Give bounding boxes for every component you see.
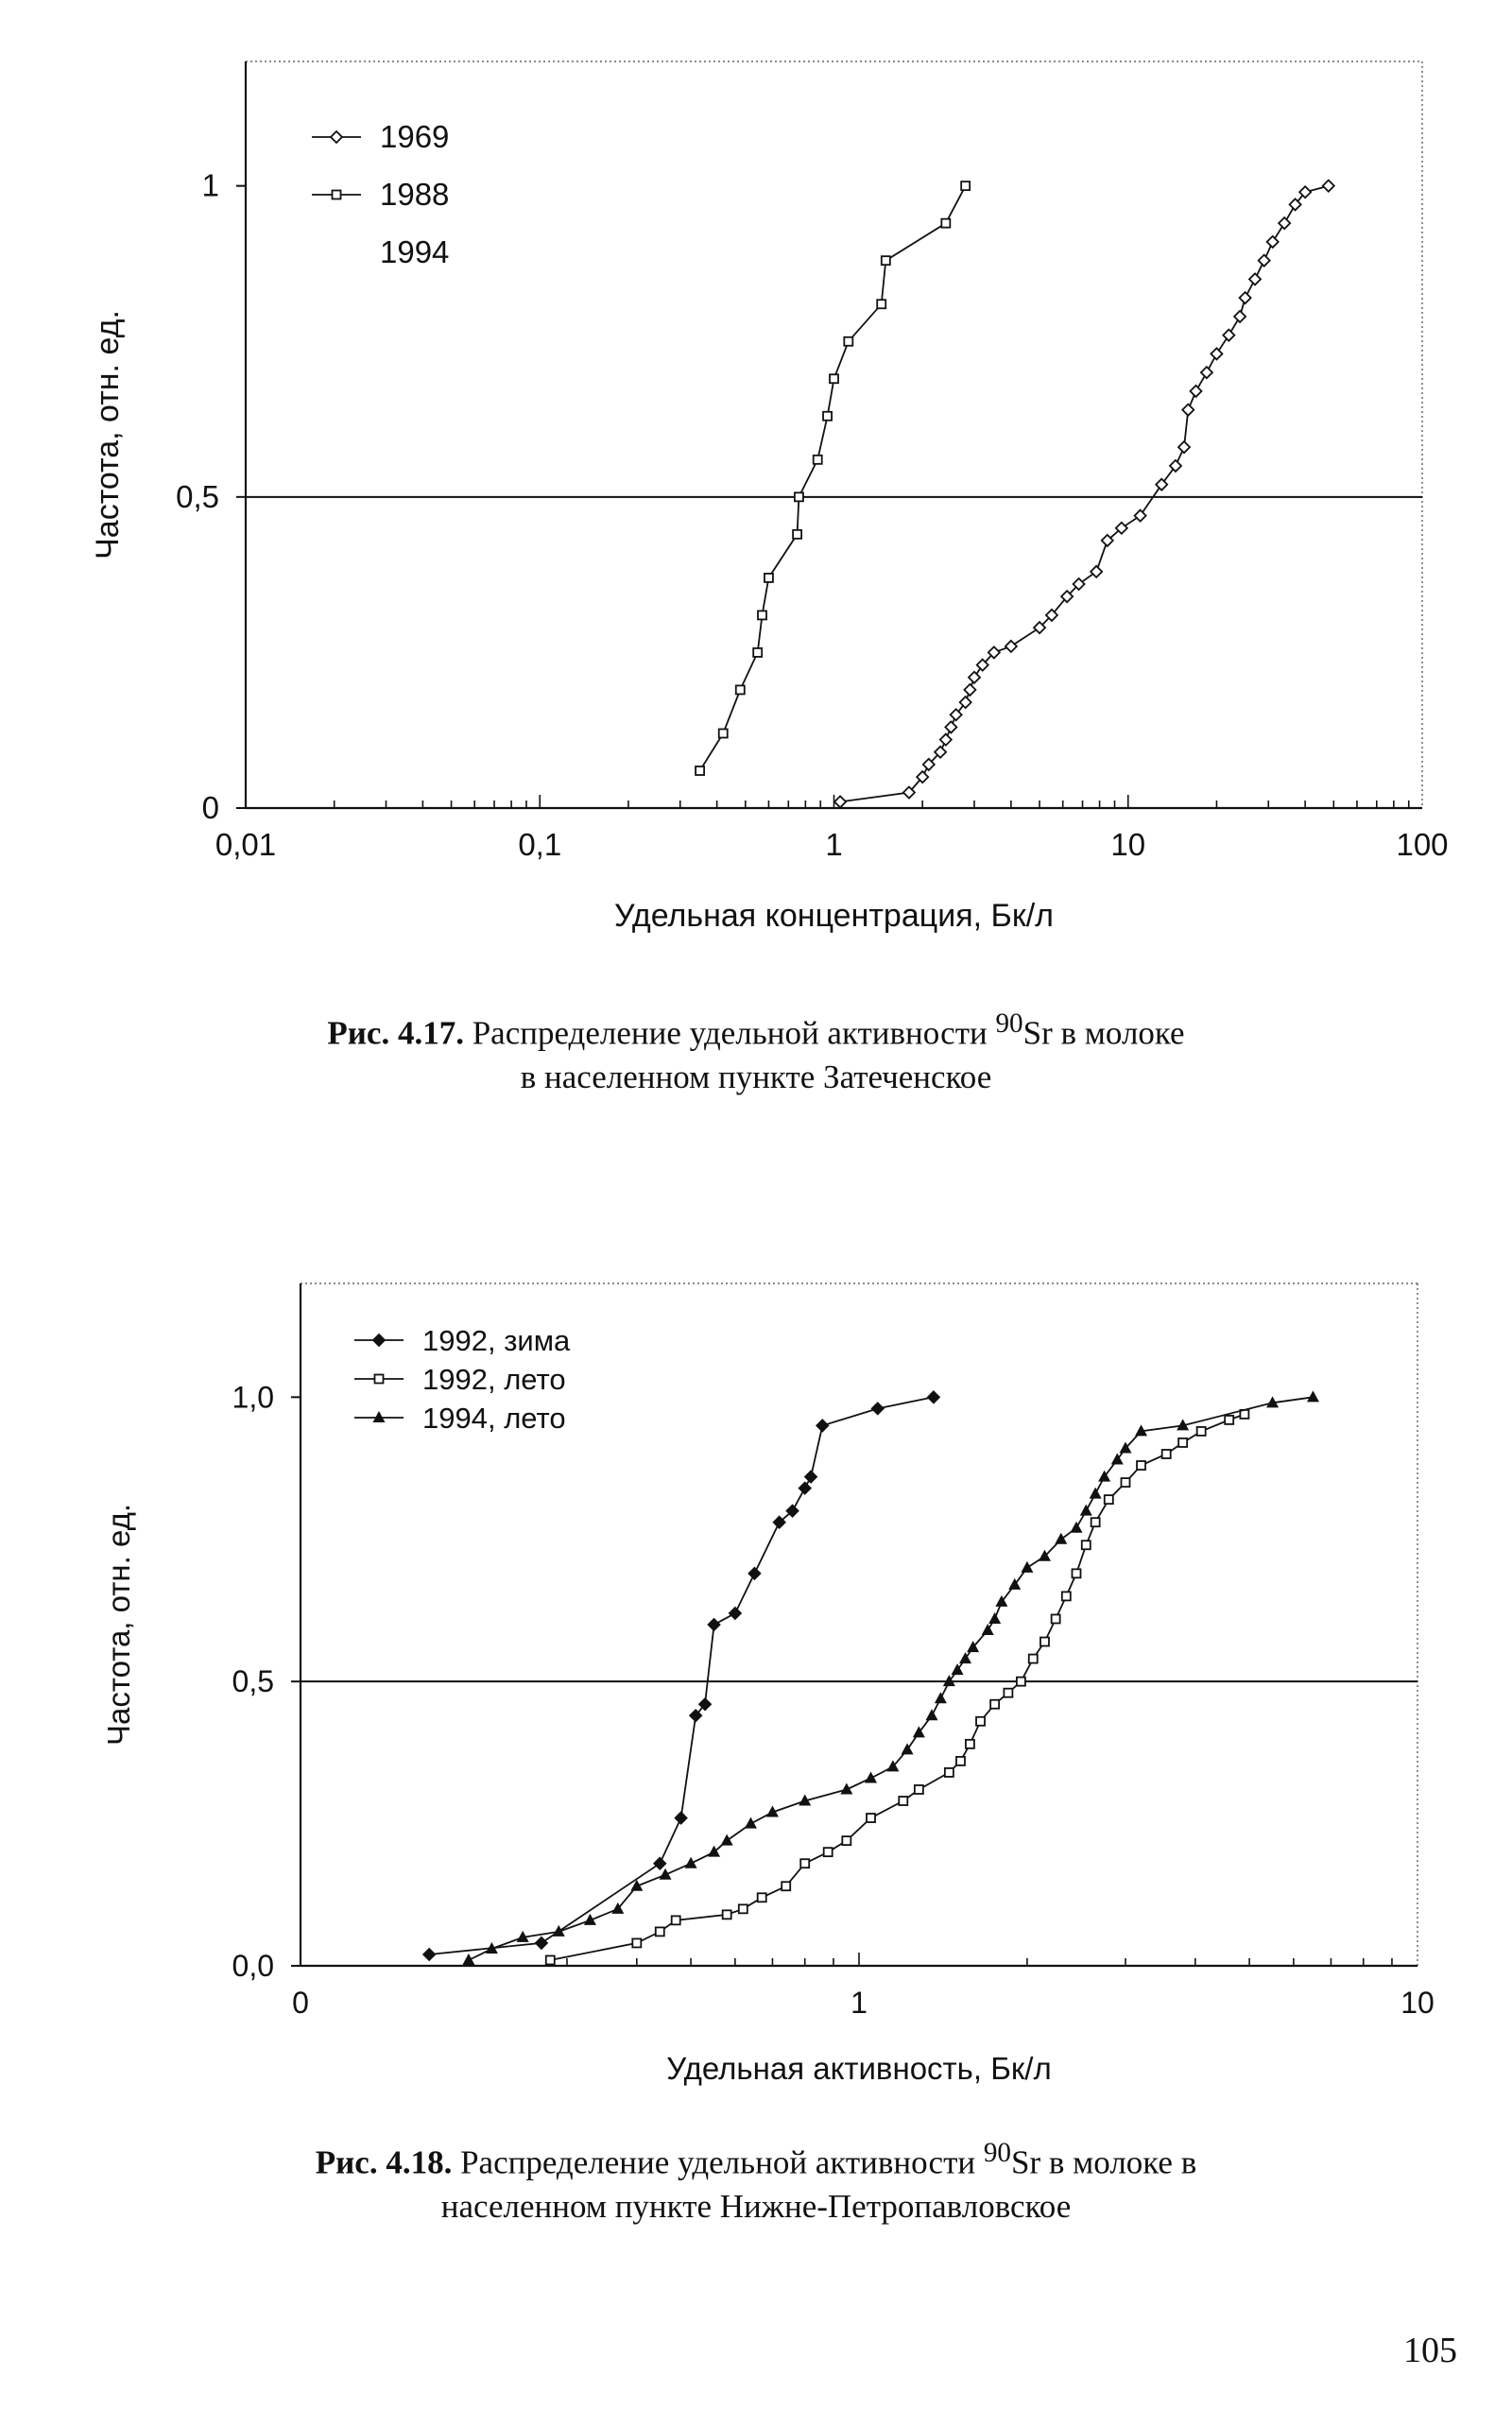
data-point xyxy=(966,1740,974,1748)
data-point xyxy=(793,530,801,539)
x-tick-label: 100 xyxy=(1396,827,1449,862)
data-point xyxy=(935,1692,947,1703)
data-point xyxy=(782,1882,790,1890)
data-point xyxy=(1040,1638,1049,1646)
data-point xyxy=(940,734,952,746)
x-axis-label: Удельная концентрация, Бк/л xyxy=(613,898,1055,934)
legend-marker xyxy=(375,1375,384,1384)
isotope-symbol: Sr xyxy=(1022,1014,1053,1052)
data-point xyxy=(982,1624,994,1635)
data-point xyxy=(676,1813,687,1824)
data-point xyxy=(1197,1427,1206,1436)
data-point xyxy=(660,1868,672,1880)
data-point xyxy=(823,412,832,421)
y-tick-label: 0,5 xyxy=(232,1664,274,1699)
data-point xyxy=(882,256,890,265)
data-point xyxy=(462,1954,474,1965)
data-point xyxy=(1178,1438,1187,1447)
data-point xyxy=(1082,1541,1091,1549)
data-point xyxy=(1021,1561,1033,1573)
data-point xyxy=(1323,181,1334,192)
data-point xyxy=(1190,386,1201,397)
data-point xyxy=(799,1483,811,1494)
data-point xyxy=(1162,1450,1171,1458)
data-point xyxy=(709,1619,720,1630)
figure-caption-4-18 xyxy=(0,2131,1512,2229)
data-point xyxy=(1259,255,1270,267)
data-point xyxy=(805,1472,816,1483)
data-point xyxy=(1178,441,1190,453)
y-tick-label: 1 xyxy=(201,167,219,203)
x-tick-label: 0,1 xyxy=(518,827,562,862)
data-point xyxy=(1135,510,1146,522)
data-point xyxy=(654,1858,665,1869)
y-tick-label: 1,0 xyxy=(232,1380,274,1415)
caption-line-2: населенном пункте Нижне-Петропавловское xyxy=(440,2187,1072,2225)
data-point xyxy=(945,721,956,732)
data-point xyxy=(685,1857,697,1868)
data-point xyxy=(830,374,838,383)
x-tick-label: 1 xyxy=(850,1986,868,2020)
data-point xyxy=(423,1949,435,1960)
data-point xyxy=(753,648,762,657)
data-point xyxy=(656,1927,664,1936)
series-2 xyxy=(696,181,970,775)
series-3 xyxy=(462,1390,1319,1965)
isotope-mass-number: 90 xyxy=(995,1008,1023,1039)
data-point xyxy=(748,1568,760,1579)
figure-number: Рис. 4.18. xyxy=(315,2143,453,2181)
data-point xyxy=(758,1893,766,1902)
data-point xyxy=(1105,1495,1113,1504)
data-point xyxy=(1055,1533,1067,1544)
y-tick-label: 0 xyxy=(201,790,219,825)
x-tick-label: 0 xyxy=(292,1986,309,2020)
data-point xyxy=(840,1782,852,1794)
legend-marker xyxy=(373,1411,386,1422)
legend-marker xyxy=(373,1334,385,1346)
legend-marker xyxy=(331,131,342,143)
legend-label: 1988 xyxy=(380,177,450,212)
x-tick-label: 10 xyxy=(1110,827,1146,862)
data-point xyxy=(1223,330,1234,341)
data-point xyxy=(1279,217,1290,229)
data-point xyxy=(739,1904,747,1913)
data-point xyxy=(1249,273,1261,284)
data-point xyxy=(1182,405,1194,416)
data-point xyxy=(844,337,852,346)
data-point xyxy=(941,219,950,228)
data-point xyxy=(1091,1518,1100,1526)
chart-figure-4-18 xyxy=(0,1229,1512,2117)
data-point xyxy=(795,492,803,501)
legend-label: 1969 xyxy=(380,119,450,154)
series-1 xyxy=(834,181,1334,808)
data-point xyxy=(1080,1505,1092,1516)
data-point xyxy=(1090,1488,1102,1499)
data-point xyxy=(765,574,773,582)
series-1 xyxy=(423,1391,939,1960)
caption-line-1 xyxy=(0,1002,1512,1056)
data-point xyxy=(632,1938,641,1947)
data-point xyxy=(1091,566,1102,577)
x-axis-label: Удельная активность, Бк/л xyxy=(666,2051,1052,2086)
data-point xyxy=(1240,292,1251,303)
data-point xyxy=(1070,1522,1082,1533)
caption-text-end: в молоке в xyxy=(1048,2143,1197,2181)
data-point xyxy=(546,1955,555,1964)
data-point xyxy=(928,1391,939,1403)
y-axis-label: Частота, отн. ед. xyxy=(90,310,126,559)
page-number: 105 xyxy=(1403,2331,1457,2370)
x-tick-label: 1 xyxy=(825,827,843,862)
data-point xyxy=(1225,1416,1233,1424)
data-point xyxy=(899,1797,907,1805)
data-point xyxy=(1267,236,1279,248)
data-point xyxy=(1005,641,1017,652)
data-point xyxy=(816,1420,828,1431)
data-point xyxy=(834,796,846,807)
data-point xyxy=(745,1817,757,1829)
series-line xyxy=(469,1397,1314,1960)
data-point xyxy=(708,1846,720,1857)
y-axis-label: Частота, отн. ед. xyxy=(101,1503,136,1747)
legend-label: 1992, лето xyxy=(422,1363,566,1396)
data-point xyxy=(730,1608,741,1619)
data-point xyxy=(872,1403,884,1414)
data-point xyxy=(945,1768,954,1777)
legend-label: 1994, лето xyxy=(422,1402,566,1435)
data-point xyxy=(800,1859,809,1868)
x-tick-label: 10 xyxy=(1400,1986,1435,2020)
chart-figure-4-17 xyxy=(0,0,1512,983)
data-point xyxy=(964,684,975,696)
figure-caption-4-17 xyxy=(0,1002,1512,1099)
data-point xyxy=(926,1709,938,1720)
caption-text: Распределение удельной активности xyxy=(472,1014,988,1052)
data-point xyxy=(719,730,728,738)
data-point xyxy=(1062,1592,1071,1600)
data-point xyxy=(865,1771,877,1782)
data-point xyxy=(969,672,980,683)
y-tick-label: 0,5 xyxy=(176,478,219,514)
data-point xyxy=(824,1848,833,1856)
data-point xyxy=(723,1910,731,1919)
legend-label: 1992, зима xyxy=(422,1324,571,1357)
data-point xyxy=(961,181,970,190)
x-tick-label: 0,01 xyxy=(215,827,277,862)
data-point xyxy=(976,1717,985,1726)
legend-label: 1994 xyxy=(380,234,450,269)
caption-text: Распределение удельной активности xyxy=(460,2143,976,2181)
data-point xyxy=(1072,1569,1080,1577)
data-point xyxy=(1137,1461,1145,1470)
data-point xyxy=(721,1834,733,1846)
data-point xyxy=(814,456,822,464)
data-point xyxy=(1234,311,1246,322)
data-point xyxy=(1307,1390,1319,1402)
data-point xyxy=(672,1916,680,1924)
isotope-symbol: Sr xyxy=(1011,2143,1041,2181)
data-point xyxy=(1017,1678,1025,1686)
data-point xyxy=(1004,1689,1012,1697)
data-point xyxy=(1121,1478,1129,1487)
data-point xyxy=(877,300,885,308)
isotope-mass-number: 90 xyxy=(983,2138,1011,2168)
data-point xyxy=(842,1836,850,1845)
data-point xyxy=(915,1785,923,1794)
data-point xyxy=(956,1757,965,1765)
data-point xyxy=(1052,1614,1060,1623)
data-point xyxy=(1201,367,1212,378)
data-point xyxy=(536,1937,547,1949)
data-point xyxy=(988,1612,1001,1624)
data-point xyxy=(1029,1655,1038,1663)
legend-marker xyxy=(333,191,341,199)
data-point xyxy=(696,766,704,775)
y-tick-label: 0,0 xyxy=(232,1949,274,1983)
data-point xyxy=(990,1700,999,1709)
caption-line-1 xyxy=(0,2131,1512,2185)
series-line xyxy=(429,1397,934,1954)
figure-number: Рис. 4.17. xyxy=(327,1014,464,1052)
series-line xyxy=(700,186,966,771)
data-point xyxy=(758,611,766,619)
data-point xyxy=(1211,348,1222,359)
caption-line-2: в населенном пункте Затеченское xyxy=(520,1058,992,1095)
caption-text-end: в молоке xyxy=(1060,1014,1185,1052)
data-point xyxy=(867,1814,875,1822)
data-point xyxy=(736,685,745,694)
